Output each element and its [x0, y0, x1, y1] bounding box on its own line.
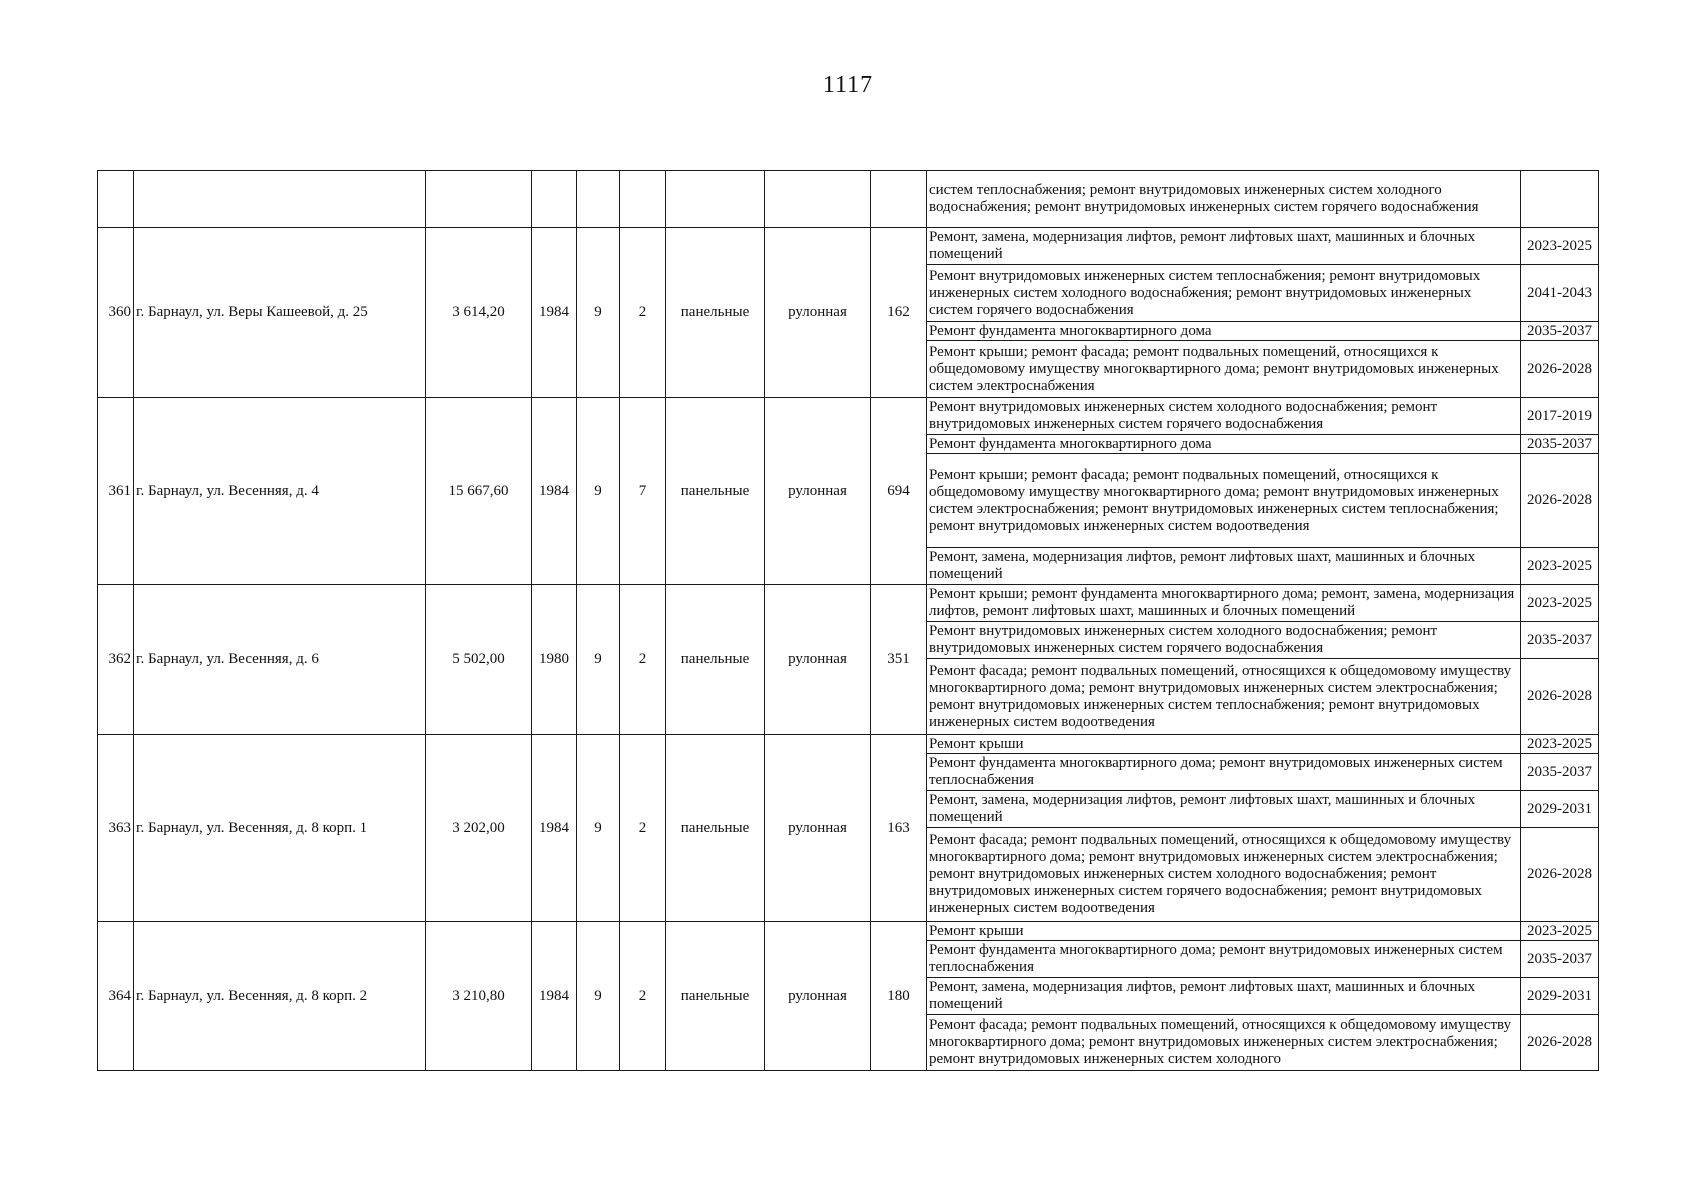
cell-walls: панельные — [666, 228, 765, 398]
cell-work: систем теплоснабжения; ремонт внутридомовых инженерных систем холодного водоснабжения; ремонт внутридомовых инженерных систем горячего водоснабжения — [927, 171, 1521, 228]
cell-work: Ремонт крыши — [927, 735, 1521, 754]
cell-period: 2041-2043 — [1521, 265, 1599, 322]
cell-period: 2035-2037 — [1521, 754, 1599, 791]
cell-walls: панельные — [666, 735, 765, 922]
cell-period: 2035-2037 — [1521, 622, 1599, 659]
cell-period: 2023-2025 — [1521, 228, 1599, 265]
cell-period: 2023-2025 — [1521, 922, 1599, 941]
cell-walls: панельные — [666, 398, 765, 585]
cell-period: 2029-2031 — [1521, 978, 1599, 1015]
cell-entrances: 2 — [620, 228, 666, 398]
cell-period: 2017-2019 — [1521, 398, 1599, 435]
cell-entrances: 2 — [620, 735, 666, 922]
cell-year: 1984 — [532, 735, 577, 922]
cell-area: 3 202,00 — [426, 735, 532, 922]
cell-work: Ремонт внутридомовых инженерных систем холодного водоснабжения; ремонт внутридомовых инженерных систем горячего водоснабжения — [927, 622, 1521, 659]
cell-address: г. Барнаул, ул. Весенняя, д. 6 — [134, 585, 426, 735]
cell-roof: рулонная — [765, 228, 871, 398]
cell-entrances: 7 — [620, 398, 666, 585]
cell-period: 2035-2037 — [1521, 322, 1599, 341]
cell-residents: 180 — [871, 922, 927, 1071]
cell-num: 361 — [98, 398, 134, 585]
cell-work: Ремонт, замена, модернизация лифтов, ремонт лифтовых шахт, машинных и блочных помещений — [927, 791, 1521, 828]
cell-work: Ремонт крыши; ремонт фундамента многоквартирного дома; ремонт, замена, модернизация лифтов, ремонт лифтовых шахт, машинных и блочных помещений — [927, 585, 1521, 622]
building-row — [98, 398, 1599, 435]
cell-address: г. Барнаул, ул. Весенняя, д. 4 — [134, 398, 426, 585]
cell-floors: 9 — [577, 585, 620, 735]
cell-work: Ремонт фундамента многоквартирного дома — [927, 322, 1521, 341]
cell-num: 362 — [98, 585, 134, 735]
cell-work: Ремонт фундамента многоквартирного дома; ремонт внутридомовых инженерных систем теплоснабжения — [927, 941, 1521, 978]
cell-walls: панельные — [666, 922, 765, 1071]
cell-work: Ремонт крыши; ремонт фасада; ремонт подвальных помещений, относящихся к общедомовому имуществу многоквартирного дома; ремонт внутридомовых инженерных систем электроснабжения; ремонт внутридомовых инженерных систем теплоснабжения; ремонт внутридомовых инженерных систем водоотведения — [927, 454, 1521, 548]
cell-year — [532, 171, 577, 228]
cell-period: 2035-2037 — [1521, 941, 1599, 978]
cell-period: 2023-2025 — [1521, 585, 1599, 622]
building-row — [98, 735, 1599, 754]
cell-roof: рулонная — [765, 922, 871, 1071]
building-row — [98, 922, 1599, 941]
cell-year: 1984 — [532, 398, 577, 585]
cell-floors: 9 — [577, 228, 620, 398]
cell-floors: 9 — [577, 398, 620, 585]
cell-work: Ремонт, замена, модернизация лифтов, ремонт лифтовых шахт, машинных и блочных помещений — [927, 228, 1521, 265]
cell-work: Ремонт, замена, модернизация лифтов, ремонт лифтовых шахт, машинных и блочных помещений — [927, 548, 1521, 585]
cell-period: 2023-2025 — [1521, 548, 1599, 585]
cell-work: Ремонт фасада; ремонт подвальных помещений, относящихся к общедомовому имуществу многоквартирного дома; ремонт внутридомовых инженерных систем электроснабжения; ремонт внутридомовых инженерных систем холодного — [927, 1015, 1521, 1071]
cell-period: 2026-2028 — [1521, 341, 1599, 398]
cell-address: г. Барнаул, ул. Веры Кашеевой, д. 25 — [134, 228, 426, 398]
cell-residents: 163 — [871, 735, 927, 922]
cell-residents: 351 — [871, 585, 927, 735]
cell-work: Ремонт фасада; ремонт подвальных помещений, относящихся к общедомовому имуществу многоквартирного дома; ремонт внутридомовых инженерных систем электроснабжения; ремонт внутридомовых инженерных систем теплоснабжения; ремонт внутридомовых инженерных систем водоотведения — [927, 659, 1521, 735]
cell-entrances — [620, 171, 666, 228]
cell-address: г. Барнаул, ул. Весенняя, д. 8 корп. 1 — [134, 735, 426, 922]
cell-floors: 9 — [577, 922, 620, 1071]
cell-work: Ремонт фундамента многоквартирного дома — [927, 435, 1521, 454]
cell-area: 3 210,80 — [426, 922, 532, 1071]
cell-residents — [871, 171, 927, 228]
cell-area: 3 614,20 — [426, 228, 532, 398]
cell-period: 2035-2037 — [1521, 435, 1599, 454]
cell-work: Ремонт, замена, модернизация лифтов, ремонт лифтовых шахт, машинных и блочных помещений — [927, 978, 1521, 1015]
cell-floors: 9 — [577, 735, 620, 922]
building-row — [98, 228, 1599, 265]
cell-entrances: 2 — [620, 922, 666, 1071]
cell-period: 2023-2025 — [1521, 735, 1599, 754]
cell-work: Ремонт крыши; ремонт фасада; ремонт подвальных помещений, относящихся к общедомовому имуществу многоквартирного дома; ремонт внутридомовых инженерных систем электроснабжения — [927, 341, 1521, 398]
cell-roof: рулонная — [765, 585, 871, 735]
cell-period: 2026-2028 — [1521, 828, 1599, 922]
cell-num: 364 — [98, 922, 134, 1071]
cell-num: 360 — [98, 228, 134, 398]
cell-num: 363 — [98, 735, 134, 922]
cell-period: 2026-2028 — [1521, 659, 1599, 735]
cell-area: 5 502,00 — [426, 585, 532, 735]
cell-work: Ремонт фасада; ремонт подвальных помещений, относящихся к общедомовому имуществу многоквартирного дома; ремонт внутридомовых инженерных систем электроснабжения; ремонт внутридомовых инженерных систем холодного водоснабжения; ремонт внутридомовых инженерных систем горячего водоснабжения; ремонт внутридомовых инженерных систем водоотведения — [927, 828, 1521, 922]
table-body — [98, 171, 1599, 1071]
cell-address — [134, 171, 426, 228]
cell-residents: 694 — [871, 398, 927, 585]
cell-work: Ремонт внутридомовых инженерных систем холодного водоснабжения; ремонт внутридомовых инженерных систем горячего водоснабжения — [927, 398, 1521, 435]
cell-year: 1984 — [532, 228, 577, 398]
cell-roof: рулонная — [765, 735, 871, 922]
cell-num — [98, 171, 134, 228]
cell-work: Ремонт крыши — [927, 922, 1521, 941]
cell-address: г. Барнаул, ул. Весенняя, д. 8 корп. 2 — [134, 922, 426, 1071]
building-row — [98, 585, 1599, 622]
cell-roof — [765, 171, 871, 228]
cell-walls: панельные — [666, 585, 765, 735]
cell-area: 15 667,60 — [426, 398, 532, 585]
cell-work: Ремонт внутридомовых инженерных систем теплоснабжения; ремонт внутридомовых инженерных систем холодного водоснабжения; ремонт внутридомовых инженерных систем горячего водоснабжения — [927, 265, 1521, 322]
cell-work: Ремонт фундамента многоквартирного дома; ремонт внутридомовых инженерных систем теплоснабжения — [927, 754, 1521, 791]
cell-residents: 162 — [871, 228, 927, 398]
cell-floors — [577, 171, 620, 228]
cell-period: 2026-2028 — [1521, 1015, 1599, 1071]
capital-repair-table — [97, 170, 1599, 1071]
cell-year: 1980 — [532, 585, 577, 735]
cell-walls — [666, 171, 765, 228]
cell-period: 2026-2028 — [1521, 454, 1599, 548]
cell-entrances: 2 — [620, 585, 666, 735]
cell-period: 2029-2031 — [1521, 791, 1599, 828]
cell-roof: рулонная — [765, 398, 871, 585]
continuation-row — [98, 171, 1599, 228]
page-number: 1117 — [822, 72, 874, 98]
cell-period — [1521, 171, 1599, 228]
cell-year: 1984 — [532, 922, 577, 1071]
cell-area — [426, 171, 532, 228]
